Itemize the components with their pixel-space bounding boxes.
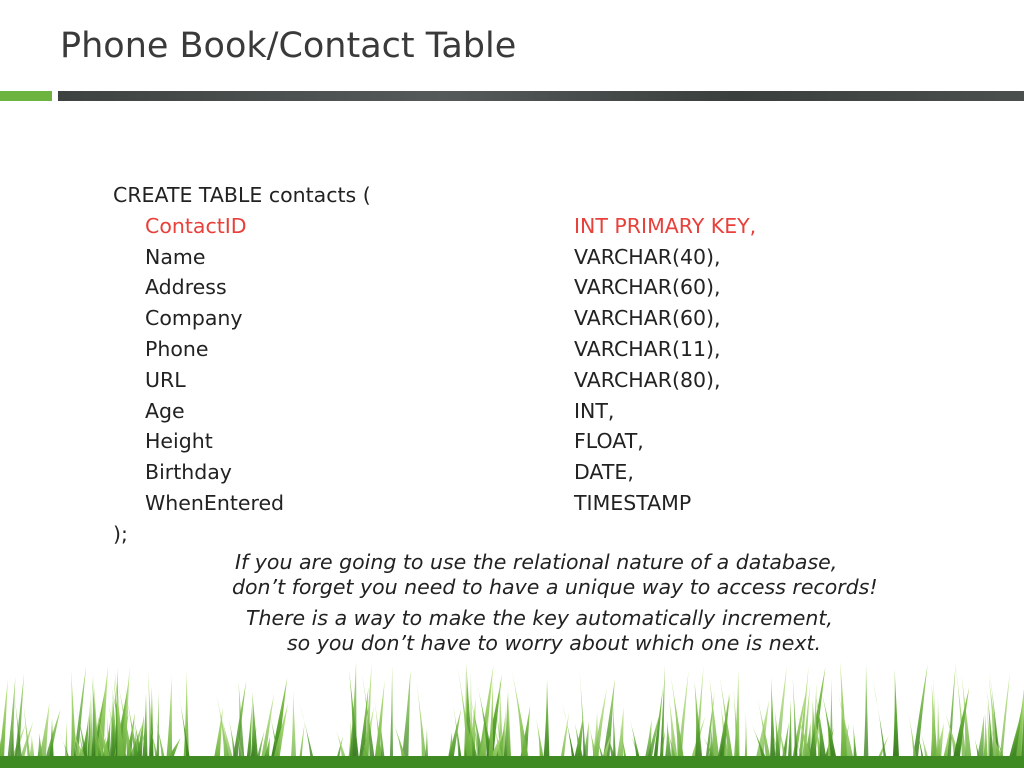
- column-type: INT PRIMARY KEY,: [574, 213, 757, 238]
- column-name: Age: [145, 398, 185, 423]
- grass-blade: [166, 676, 173, 768]
- sql-open-line: CREATE TABLE contacts (: [113, 183, 371, 207]
- column-type: TIMESTAMP: [574, 490, 692, 515]
- column-type: FLOAT,: [574, 429, 644, 454]
- sql-column-row: [113, 334, 721, 365]
- sql-column-row: [113, 303, 721, 334]
- grass-blade: [390, 665, 394, 768]
- column-name: URL: [145, 367, 186, 392]
- grass-blade: [511, 667, 530, 768]
- sql-column-row: [113, 457, 634, 488]
- grass-blade: [770, 677, 776, 768]
- grass-blade: [863, 664, 868, 768]
- column-name: ContactID: [145, 213, 247, 238]
- sql-column-row: [113, 211, 757, 242]
- column-name: Name: [145, 244, 206, 269]
- note-2-line-2: so you don’t have to worry about which one is next.: [287, 631, 822, 655]
- accent-bar-dark: [58, 91, 1024, 101]
- column-type: VARCHAR(11),: [574, 336, 721, 361]
- column-type: DATE,: [574, 460, 634, 485]
- column-name: Phone: [145, 336, 209, 361]
- column-type: VARCHAR(60),: [574, 275, 721, 300]
- column-type: VARCHAR(40),: [574, 244, 721, 269]
- grass-border-image: [0, 658, 1024, 768]
- sql-column-row: [113, 365, 721, 396]
- sql-column-row: [113, 272, 721, 303]
- column-name: Height: [145, 429, 213, 454]
- column-name: Address: [145, 275, 227, 300]
- sql-column-row: [113, 488, 692, 519]
- sql-column-row: [113, 396, 615, 427]
- grass-blade: [999, 671, 1011, 768]
- grass-blade: [543, 679, 550, 768]
- sql-code-block: [113, 180, 757, 550]
- grass-base: [0, 756, 1024, 768]
- note-1-line-1: If you are going to use the relational nature of a database,: [235, 550, 838, 574]
- column-name: Birthday: [145, 460, 232, 485]
- note-2-line-1: There is a way to make the key automatically increment,: [246, 606, 833, 630]
- column-type: VARCHAR(80),: [574, 367, 721, 392]
- grass-blade: [733, 670, 739, 768]
- column-type: VARCHAR(60),: [574, 306, 721, 331]
- grass-blade: [0, 679, 8, 768]
- column-name: WhenEntered: [145, 490, 285, 515]
- sql-close-line: );: [113, 521, 128, 546]
- slide-title: Phone Book/Contact Table: [60, 26, 517, 66]
- accent-bar-green: [0, 91, 52, 101]
- note-1-line-2: don’t forget you need to have a unique way to access records!: [232, 575, 878, 599]
- grass-blade: [695, 682, 704, 768]
- column-name: Company: [145, 306, 243, 331]
- sql-column-row: [113, 426, 644, 457]
- sql-column-row: [113, 242, 721, 273]
- column-type: INT,: [574, 398, 615, 423]
- grass-blade: [892, 669, 899, 768]
